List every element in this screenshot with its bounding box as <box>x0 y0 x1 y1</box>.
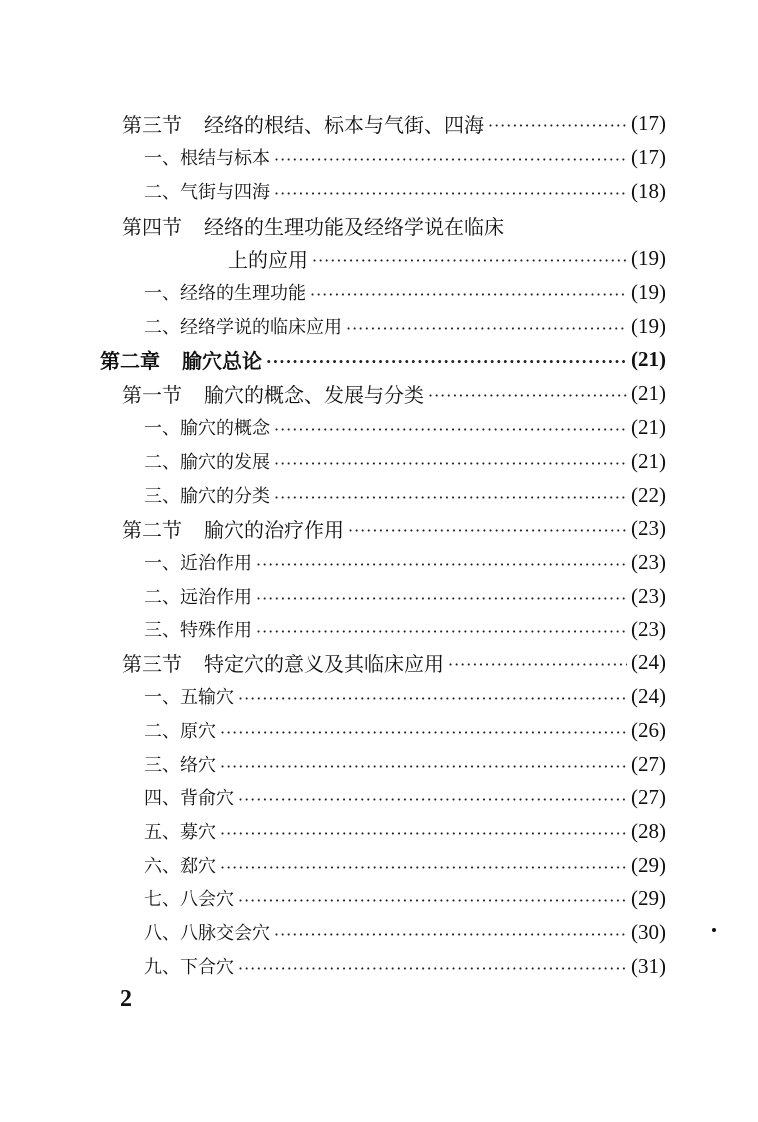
toc-item-row: 二、腧穴的发展 ····· (21) <box>144 446 666 476</box>
dot-leader <box>428 386 627 405</box>
dot-leader <box>274 488 627 507</box>
dot-leader <box>256 622 627 641</box>
dot-leader <box>274 420 627 439</box>
toc-page-number: (21) <box>631 448 666 473</box>
toc-page-number: (22) <box>631 482 666 507</box>
toc-page-number: (21) <box>631 414 666 439</box>
toc-item-row: 二、气街与四海 ····· (18) <box>144 176 666 206</box>
dot-leader <box>256 555 627 574</box>
dot-leader <box>238 689 627 708</box>
toc-page-number: (27) <box>631 751 666 776</box>
page-number: 2 <box>120 986 132 1012</box>
dot-leader <box>238 891 627 910</box>
toc-item-row: 二、远治作用 ····· (23) <box>144 581 666 611</box>
dot-leader <box>274 925 627 944</box>
toc-page-number: (21) <box>631 380 666 405</box>
dot-leader <box>310 285 627 304</box>
dot-leader <box>266 352 627 371</box>
toc-page-number: (29) <box>631 885 666 910</box>
toc-item-row: 一、经络的生理功能 ····· (19) <box>144 277 666 307</box>
toc-page-number: (19) <box>631 313 666 338</box>
toc-item-row: 三、络穴 ····· (27) <box>144 749 666 779</box>
dot-leader <box>448 655 627 674</box>
toc-item-row: 八、八脉交会穴 ····· (30) <box>144 917 666 947</box>
ink-speck <box>712 928 716 932</box>
toc-page-number: (31) <box>631 953 666 978</box>
toc-page-number: (19) <box>631 245 666 270</box>
dot-leader <box>238 790 627 809</box>
toc-item-row: 三、腧穴的分类 ····· (22) <box>144 480 666 510</box>
dot-leader <box>312 251 627 270</box>
dot-leader <box>274 150 627 169</box>
toc-item-row: 一、腧穴的概念 ····· (21) <box>144 412 666 442</box>
toc-page-number: (23) <box>631 583 666 608</box>
toc-page-number: (23) <box>631 616 666 641</box>
toc-item-row: 七、八会穴 ····· (29) <box>144 883 666 913</box>
toc-item-row: 二、原穴 ····· (26) <box>144 715 666 745</box>
dot-leader <box>346 319 627 338</box>
toc-item-row: 二、经络学说的临床应用 ····· (19) <box>144 311 666 341</box>
toc-item-row: 五、募穴 ····· (28) <box>144 816 666 846</box>
toc-page-number: (24) <box>631 683 666 708</box>
toc-section-heading: 第四节 经络的生理功能及经络学说在临床 <box>122 214 504 239</box>
toc-chapter-row: 第二章 腧穴总论 ····· (21) <box>100 344 666 374</box>
dot-leader <box>220 723 627 742</box>
dot-leader <box>256 589 627 608</box>
toc-page-number: (28) <box>631 818 666 843</box>
toc-page-number: (23) <box>631 549 666 574</box>
toc-item-row: 一、根结与标本 ····· (17) <box>144 142 666 172</box>
toc-page-number: (17) <box>631 110 666 135</box>
toc-page-number: (30) <box>631 919 666 944</box>
toc-page-number: (27) <box>631 784 666 809</box>
toc-item-row: 一、近治作用 ····· (23) <box>144 547 666 577</box>
toc-section-row: 第二节 腧穴的治疗作用 ····· (23) <box>122 513 666 543</box>
toc-section-row: 第三节 经络的根结、标本与气街、四海 ····· (17) <box>122 108 666 138</box>
dot-leader <box>220 757 627 776</box>
toc-page-number: (29) <box>631 852 666 877</box>
dot-leader <box>220 824 627 843</box>
toc-page-number: (23) <box>631 515 666 540</box>
dot-leader <box>274 184 627 203</box>
dot-leader <box>238 959 627 978</box>
toc-item-row: 四、背俞穴 ····· (27) <box>144 782 666 812</box>
toc-item-row: 三、特殊作用 ····· (23) <box>144 614 666 644</box>
toc-section-row: 第三节 特定穴的意义及其临床应用 ····· (24) <box>122 647 666 677</box>
toc-page-number: (18) <box>631 178 666 203</box>
toc-page-number: (24) <box>631 649 666 674</box>
toc-item-row: 一、五输穴 ····· (24) <box>144 681 666 711</box>
dot-leader <box>488 116 627 135</box>
toc-page-number: (17) <box>631 144 666 169</box>
toc-page-number: (26) <box>631 717 666 742</box>
toc-section-row: 第一节 腧穴的概念、发展与分类 ····· (21) <box>122 378 666 408</box>
dot-leader <box>220 858 627 877</box>
toc-section-row: 上的应用 ····· (19) <box>228 243 666 273</box>
dot-leader <box>348 521 627 540</box>
toc-item-row: 六、郄穴 ····· (29) <box>144 850 666 880</box>
toc-item-row: 九、下合穴 ····· (31) <box>144 951 666 981</box>
dot-leader <box>274 454 627 473</box>
toc-page-number: (21) <box>631 346 666 371</box>
toc-page-number: (19) <box>631 279 666 304</box>
